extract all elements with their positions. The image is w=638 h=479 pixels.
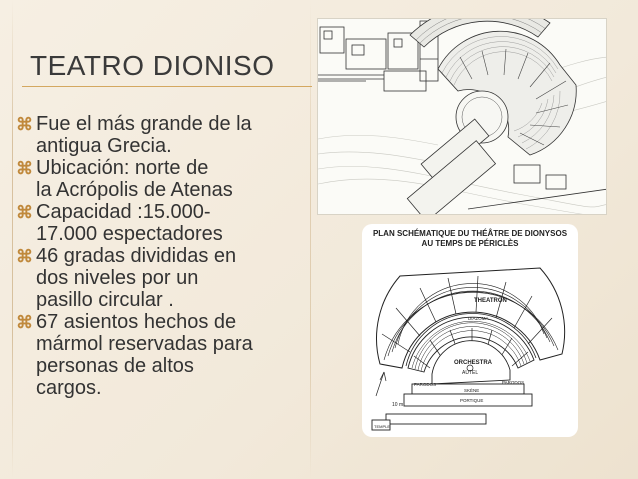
theater-aerial-plan-image — [317, 18, 607, 215]
title-underline — [22, 86, 312, 87]
bullet-item — [14, 201, 304, 245]
slide-title: TEATRO DIONISO — [30, 50, 275, 81]
bullet-line: Capacidad :15.000- — [36, 201, 211, 223]
bullet-item — [14, 157, 304, 201]
x-bullet-icon: ⌘ — [16, 203, 33, 222]
label-autel: AUTEL — [462, 370, 479, 376]
label-scale: 10 m — [392, 402, 404, 408]
bullet-line: Fue el más grande de la — [36, 113, 252, 135]
bullet-line: 67 asientos hechos de — [36, 311, 237, 333]
bullet-item — [14, 311, 304, 399]
bullet-line: mármol reservadas para — [36, 333, 253, 355]
label-parodos-right: PARODOS — [502, 380, 525, 385]
bullet-item — [14, 113, 304, 157]
label-portique: PORTIQUE — [460, 398, 484, 403]
schematic-title-line: AU TEMPS DE PÉRICLÈS — [421, 239, 519, 248]
bullet-line: la Acrópolis de Atenas — [36, 179, 233, 201]
bullet-list — [14, 113, 304, 399]
label-temple: TEMPLE — [374, 424, 391, 429]
aerial-plan-drawing — [318, 19, 607, 215]
schematic-plan-drawing — [362, 224, 578, 437]
schematic-plan-title — [362, 229, 578, 249]
bullet-line: antigua Grecia. — [36, 135, 172, 157]
north-arrow-icon — [376, 372, 386, 396]
decorative-line — [310, 0, 311, 479]
bullet-line: pasillo circular . — [36, 289, 174, 311]
bullet-line: cargos. — [36, 377, 102, 399]
decorative-line — [12, 0, 13, 479]
label-orchestra: ORCHESTRA — [454, 360, 493, 366]
label-diazoma: DIAZOMA — [468, 316, 489, 321]
bullet-line: dos niveles por un — [36, 267, 199, 289]
label-skene: SKÈNE — [464, 388, 480, 393]
bullet-item — [14, 245, 304, 311]
bullet-line: personas de altos — [36, 355, 194, 377]
x-bullet-icon: ⌘ — [16, 159, 33, 178]
bullet-line: 17.000 espectadores — [36, 223, 223, 245]
schematic-title-line: PLAN SCHÉMATIQUE DU THÉÂTRE DE DIONYSOS — [372, 229, 568, 238]
x-bullet-icon: ⌘ — [16, 115, 33, 134]
bullet-line: 46 gradas divididas en — [36, 245, 237, 267]
cavea-drawing — [407, 19, 576, 215]
label-theatron: THEATRON — [474, 298, 507, 304]
bullet-line: Ubicación: norte de — [36, 157, 209, 179]
x-bullet-icon: ⌘ — [16, 247, 33, 266]
label-parodos-left: PARODOS — [414, 382, 437, 387]
x-bullet-icon: ⌘ — [16, 313, 33, 332]
schematic-plan-image — [362, 224, 578, 437]
